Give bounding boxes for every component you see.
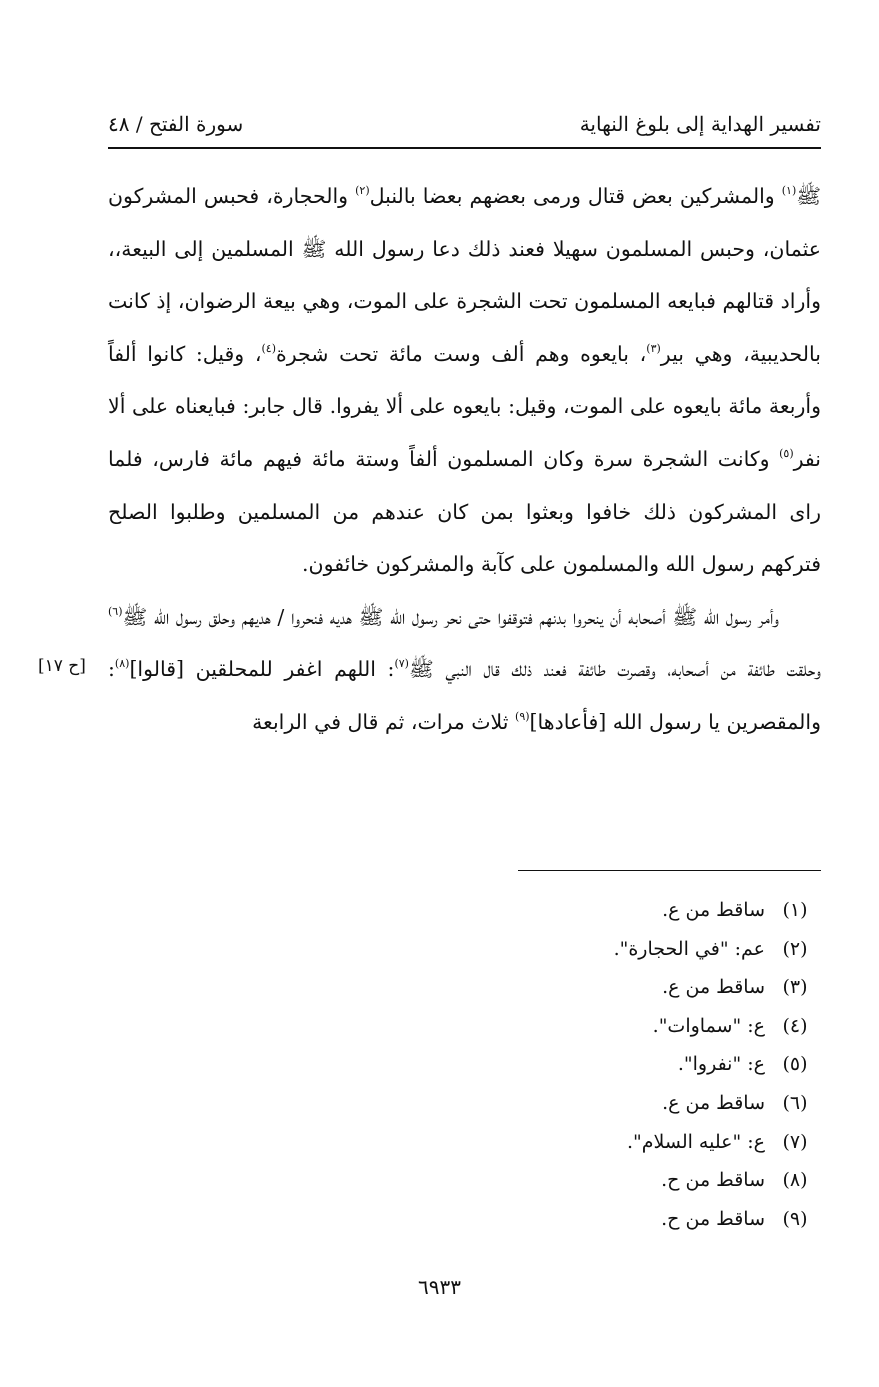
footnotes-list — [421, 891, 821, 1238]
footnote-ref: (٣) — [646, 341, 661, 355]
footnote-ref: (٥) — [779, 446, 794, 460]
footnote-number: (٨) — [782, 1169, 808, 1192]
main-text — [108, 170, 821, 749]
text-run: : والمقصرين يا رسول الله [فأعادها] — [108, 657, 821, 734]
footnote-number: (٩) — [782, 1207, 808, 1230]
footnote-item — [421, 1007, 821, 1046]
paragraph-1 — [108, 170, 821, 591]
footnote-text: عم: "في الحجارة". — [613, 937, 765, 960]
footnote-ref: (٢) — [355, 184, 370, 197]
text-run: وحلقت طائفة من أصحابه، وقصرت طائفة فعند ذلك قال النبي ﷺ — [408, 657, 821, 682]
footnote-ref: (٤) — [261, 341, 276, 355]
footnote-text: ساقط من ح. — [661, 1169, 765, 1192]
running-header — [108, 104, 821, 144]
footnote-number: (٢) — [782, 937, 808, 960]
footnote-text: ساقط من ح. — [661, 1207, 765, 1230]
footnote-text: ع: "نفروا". — [677, 1053, 765, 1076]
footnote-item — [421, 968, 821, 1007]
footnote-number: (٤) — [782, 1014, 808, 1037]
text-run: ، بايعوه وهم ألف وست مائة تحت شجرة — [275, 341, 647, 366]
footnote-item — [421, 1123, 821, 1162]
footnote-text: ساقط من ع. — [662, 1091, 765, 1114]
manuscript-folio-note: [ح ١٧] — [38, 656, 86, 676]
footnote-ref: (٦) — [108, 604, 123, 618]
footnote-ref: (٨) — [114, 657, 130, 671]
book-title: تفسير الهداية إلى بلوغ النهاية — [579, 112, 821, 136]
header-rule — [108, 147, 821, 149]
text-run: ﷺ — [796, 184, 822, 208]
text-run: وكانت الشجرة سرة وكان المسلمون ألفاً وستة مائة فيهم مائة فارس، فلما راى المشركون ذلك خافوا وبعثوا بمن كان عندهم من المسلمين وطلبوا الصلح فتركهم رسول الله والمسلمون على كآبة والمشركون خائفون. — [108, 446, 821, 577]
footnote-ref: (٩) — [515, 709, 530, 723]
footnote-text: ساقط من ع. — [662, 899, 765, 921]
footnote-item — [421, 1200, 821, 1239]
footnote-item — [421, 1084, 821, 1123]
text-run: والمشركين بعض قتال ورمى بعضهم بعضا بالنبل — [369, 184, 782, 208]
footnote-number: (١) — [782, 899, 808, 921]
footnote-item — [421, 891, 821, 930]
footnote-text: ع: "عليه السلام". — [626, 1130, 765, 1153]
footnote-item — [421, 1045, 821, 1084]
text-run: ثلاث مرات، ثم قال في الرابعة — [252, 709, 516, 734]
text-run: وأمر رسول الله ﷺ أصحابه أن ينحروا بدنهم فتوقفوا حتى نحر رسول الله ﷺ هديه فنحروا / هديهم وحلق رسول الله ﷺ — [122, 604, 779, 629]
paragraph-2 — [108, 591, 821, 749]
footnote-text: ع: "سماوات". — [652, 1014, 765, 1037]
footnote-number: (٥) — [782, 1053, 808, 1076]
footnote-separator — [518, 870, 821, 871]
text-run: : اللهم اغفر للمحلقين [قالوا] — [129, 657, 395, 682]
footnote-item — [421, 930, 821, 969]
text-run: والحجارة، فحبس المشركون عثمان، وحبس المسلمون سهيلا فعند ذلك دعا رسول الله ﷺ المسلمين إلى البيعة،، وأراد قتالهم فبايعه المسلمون تحت الشجرة على الموت، وهي بيعة الرضوان، إذ كانت بالحديبية، وهي بير — [108, 184, 821, 366]
footnote-item — [421, 1161, 821, 1200]
footnote-text: ساقط من ع. — [662, 976, 765, 999]
footnote-number: (٧) — [782, 1130, 808, 1153]
footnote-ref: (١) — [781, 184, 797, 197]
footnote-number: (٦) — [782, 1091, 808, 1114]
footnote-ref: (٧) — [394, 657, 409, 671]
footnote-number: (٣) — [782, 976, 808, 999]
page-number: ٦٩٣٣ — [418, 1275, 461, 1299]
text-run: ، وقيل: كانوا ألفاً وأربعة مائة بايعوه على الموت، وقيل: بايعوه على ألا يفروا. قال جابر: فبايعناه على ألا نفر — [108, 341, 821, 471]
surah-label: سورة الفتح / ٤٨ — [108, 112, 244, 136]
